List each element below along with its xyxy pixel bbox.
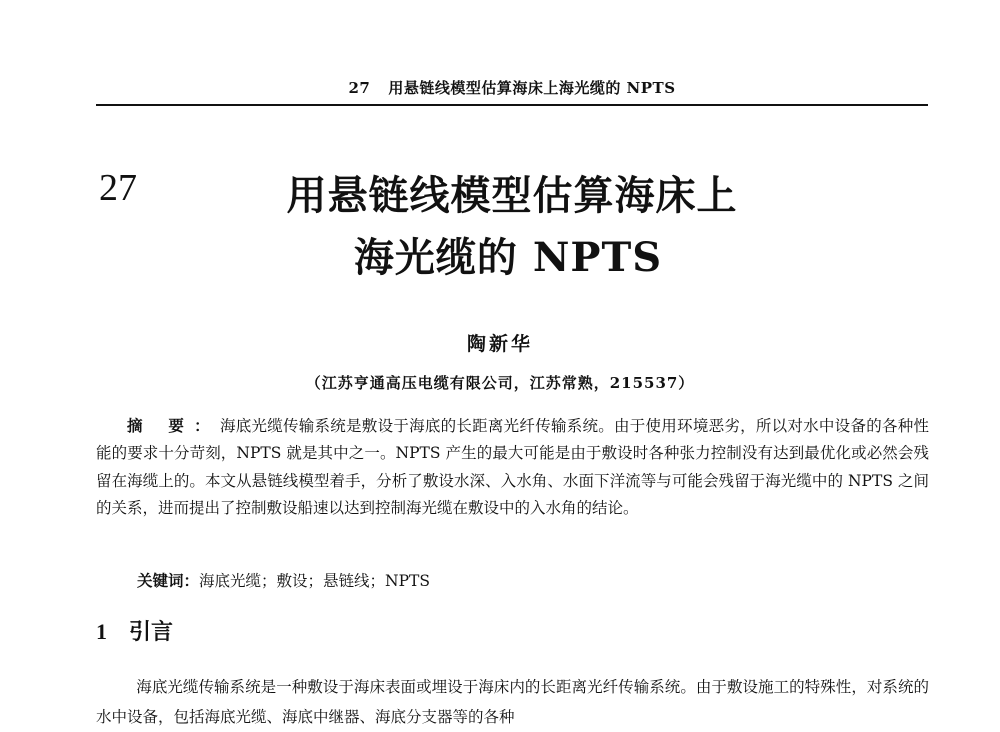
header-rule	[96, 104, 928, 106]
author-name: 陶新华	[466, 333, 533, 355]
section-title: 引言	[129, 619, 174, 645]
author-affiliation: （江苏亨通高压电缆有限公司，江苏常熟，215537）	[305, 374, 695, 392]
title-line-1: 用悬链线模型估算海床上	[286, 172, 738, 219]
running-head-chapter-number: 27	[348, 79, 371, 97]
keywords	[137, 569, 430, 591]
title-line-2: 海光缆的 NPTS	[353, 234, 663, 281]
running-head-title: 用悬链线模型估算海床上海光缆的 NPTS	[388, 79, 676, 97]
abstract-label: 摘 要：	[127, 416, 220, 435]
chapter-number: 27	[99, 167, 137, 209]
section-number: 1	[96, 619, 107, 644]
keywords-label: 关键词：	[137, 571, 200, 590]
running-head	[96, 77, 928, 98]
keywords-value: 海底光缆；敷设；悬链线；NPTS	[199, 572, 430, 590]
section-heading	[96, 615, 173, 646]
section-paragraph: 海底光缆传输系统是一种敷设于海床表面或埋设于海床内的长距离光纤传输系统。由于敷设施工的特殊性，对系统的水中设备，包括海底光缆、海底中继器、海底分支器等的各种	[96, 678, 929, 726]
abstract	[96, 412, 929, 522]
abstract-text: 海底光缆传输系统是敷设于海底的长距离光纤传输系统。由于使用环境恶劣，所以对水中设备的各种性能的要求十分苛刻，NPTS 就是其中之一。NPTS 产生的最大可能是由于敷设时各种张力控制没有达到最优化或必然会残留在海缆上的。本文从悬链线模型着手，分析了敷设水深、入水角、水面下洋流等与可能会残留于海光缆中的 NPTS 之间的关系，进而提出了控制敷设船速以达到控制海光缆在敷设中的入水角的结论。	[96, 417, 929, 517]
